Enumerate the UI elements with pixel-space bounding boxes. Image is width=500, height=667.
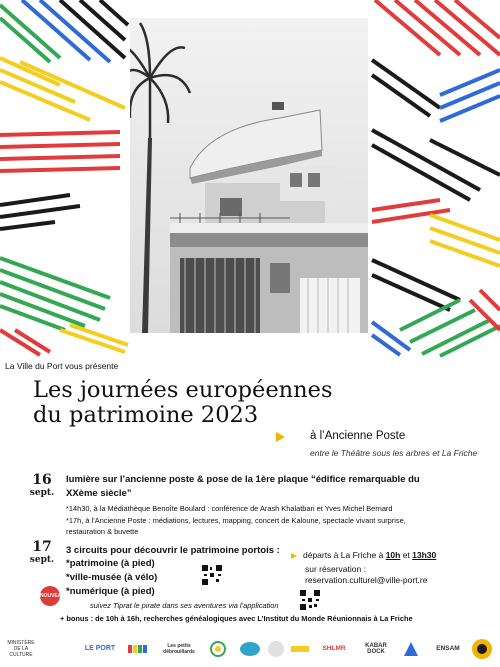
- arrow-icon: [291, 553, 297, 559]
- app-note: suivez Tiprat le pirate dans ses aventures via l’application: [90, 601, 279, 610]
- partner-logos: [0, 636, 500, 664]
- logo-partner: [400, 636, 422, 662]
- departure-time-1: 10h: [385, 550, 401, 560]
- page-title: [33, 378, 333, 428]
- circuit-ville-musee: *ville-musée (à vélo): [66, 572, 158, 583]
- reservation-label: sur réservation :: [305, 564, 366, 574]
- logo-petits-debrouillards: Les petits débrouillards: [163, 643, 195, 655]
- reservation-email[interactable]: reservation.culturel@ville-port.re: [305, 575, 428, 585]
- logo-ministere-culture: MINISTÈRE DE LA CULTURE: [7, 640, 35, 658]
- circuit-numerique: *numérique (à pied): [66, 586, 155, 597]
- departures-text: [303, 550, 436, 560]
- date-17: [25, 540, 59, 565]
- logo-ensam: ENSAM: [436, 645, 460, 652]
- logo-partner: [126, 636, 150, 662]
- logo-partner: [266, 636, 286, 662]
- qr-code-icon[interactable]: [202, 565, 222, 585]
- new-badge: NOUVEAU: [40, 586, 60, 606]
- bonus-text: + bonus : de 10h à 16h, recherches généalogiques avec L’Institut du Monde Réunionnais à La Friche: [60, 614, 413, 623]
- date-month: sept.: [29, 488, 55, 498]
- logo-partner: [290, 636, 310, 662]
- date-month: sept.: [29, 555, 55, 565]
- event-16-evening: *17h, à l’Ancienne Poste : médiations, lectures, mapping, concert de Kaloune, spectacle vivant surprise,: [66, 516, 406, 525]
- departure-time-2: 13h30: [412, 550, 437, 560]
- event-16-conference: *14h30, à la Médiathèque Benoîte Boulard : conférence de Arash Khalatbari et Yves Michel Bernard: [66, 504, 393, 513]
- date-number: 16: [32, 472, 52, 488]
- qr-code-icon[interactable]: [300, 590, 320, 610]
- event-16-evening-cont: restauration & buvette: [66, 527, 139, 536]
- building-photo: [130, 18, 368, 333]
- logo-shlmr: SHLMR: [322, 645, 346, 652]
- circuits-heading: 3 circuits pour découvrir le patrimoine portois :: [66, 545, 280, 556]
- logo-kabardock: KABAR DOCK: [365, 643, 387, 655]
- venue-subtitle: entre le Théâtre sous les arbres et La Friche: [310, 448, 478, 458]
- logo-le-port: LE PORT: [84, 645, 116, 652]
- logo-partner: [470, 636, 494, 662]
- presenter-text: La Ville du Port vous présente: [5, 361, 119, 371]
- date-16: [25, 473, 59, 498]
- date-number: 17: [32, 539, 52, 555]
- venue-name: à l’Ancienne Poste: [310, 430, 406, 442]
- logo-partner: [208, 636, 228, 662]
- logo-partner: [238, 636, 262, 662]
- departures-sep: et: [400, 550, 413, 560]
- event-16-title: lumière sur l’ancienne poste & pose de la 1ère plaque “édifice remarquable du: [66, 474, 420, 485]
- circuit-patrimoine: *patrimoine (à pied): [66, 558, 155, 569]
- departures-prefix: départs à La Friche à: [303, 550, 386, 560]
- arrow-icon: [276, 432, 285, 442]
- title-line-2: du patrimoine 2023: [33, 402, 259, 428]
- title-line-1: Les journées européennes: [33, 377, 333, 403]
- event-16-title-cont: XXème siècle”: [66, 488, 132, 499]
